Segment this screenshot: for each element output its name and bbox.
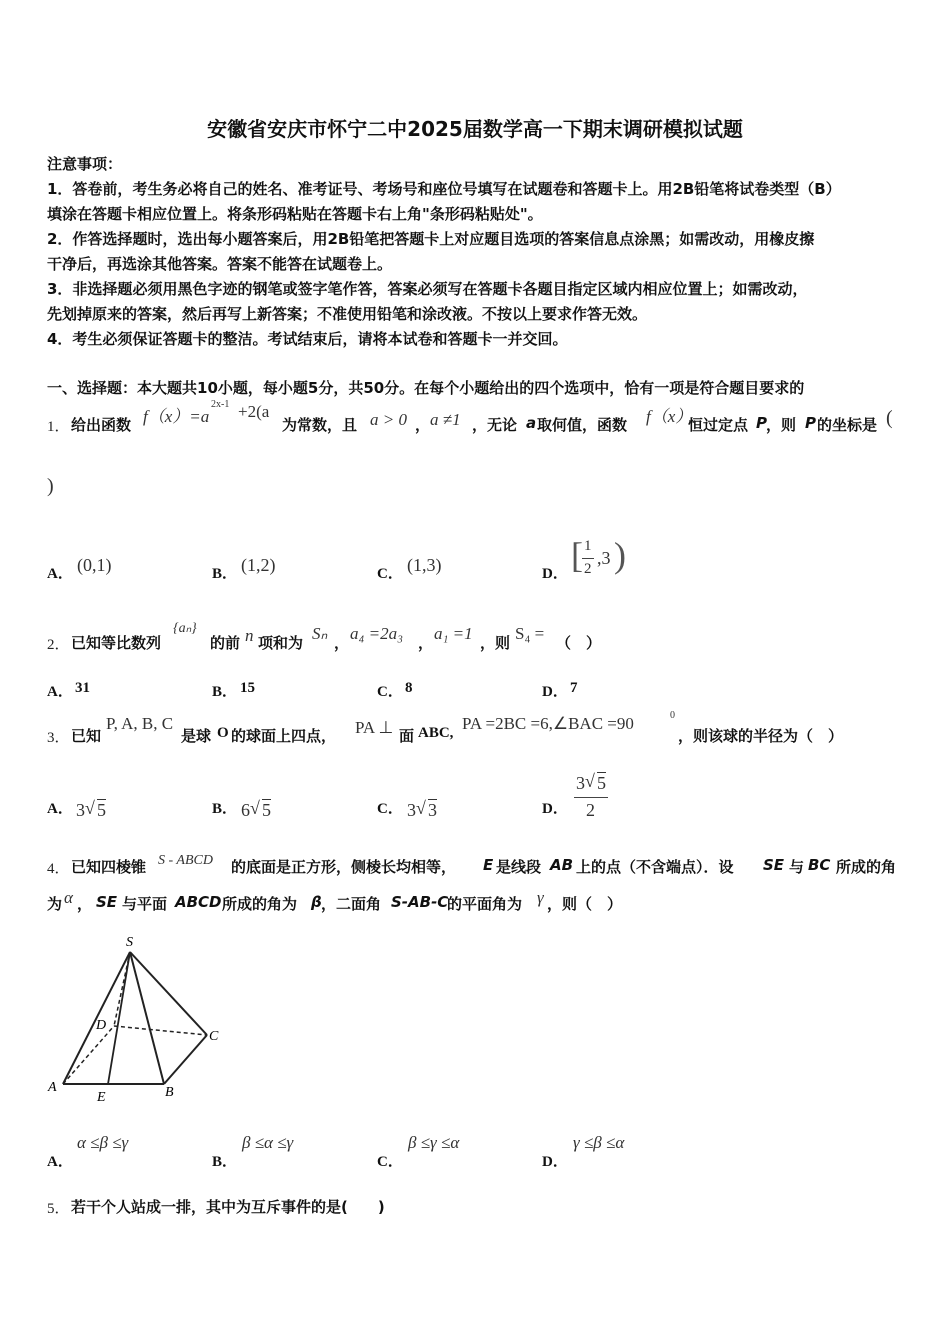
question-text: 取何值，函数 — [537, 416, 628, 434]
option-coef: 3 — [76, 800, 85, 820]
fraction-bar — [574, 797, 608, 798]
label-A: A — [48, 1080, 57, 1095]
formula: PA =2BC =6,∠BAC =90 — [462, 714, 634, 733]
option-label: A． — [47, 1154, 73, 1170]
fraction-numerator: 1 — [584, 538, 592, 554]
formula: {aₙ} — [173, 621, 197, 636]
option-value: (0,1) — [77, 555, 112, 575]
question-text: 给出函数 — [71, 416, 132, 434]
formula: S - ABCD — [158, 853, 213, 868]
question-text: 恒过定点 — [688, 416, 749, 434]
label-C: C — [209, 1029, 219, 1044]
formula: a ≠1 — [430, 410, 461, 429]
pyramid-figure — [40, 928, 240, 1108]
paren: ( — [886, 407, 893, 429]
option-label: D． — [542, 566, 568, 582]
option-value: γ ≤β ≤α — [573, 1133, 625, 1152]
question-text: 所成的角为 — [222, 895, 298, 913]
formula-exponent: 2x-1 — [211, 399, 230, 410]
notice-line: 4．考生必须保证答题卡的整洁。考试结束后，请将本试卷和答题卡一并交回。 — [47, 330, 568, 348]
question-text: AB — [550, 856, 574, 874]
formula: Sₙ — [312, 624, 328, 643]
question-text: SE — [96, 893, 118, 911]
label-B: B — [165, 1085, 174, 1100]
question-text: a — [526, 414, 537, 432]
option-radicand: 3 — [428, 800, 437, 820]
formula: a₁ =1 — [434, 624, 473, 643]
question-text: 的球面上四点， — [231, 727, 337, 745]
option-value: β ≤α ≤γ — [242, 1133, 294, 1152]
question-text: ，则该球的半径为（ ） — [678, 727, 844, 745]
formula: α — [64, 888, 73, 907]
question-text: 为常数，且 — [282, 416, 358, 434]
question-number: 1． — [47, 419, 70, 435]
fraction-bar — [582, 558, 594, 559]
bracket: ) — [614, 535, 626, 575]
formula: f（x） — [646, 407, 693, 426]
notice-line: 1．答卷前，考生务必将自己的姓名、准考证号、考场号和座位号填写在试题卷和答题卡上。用2B铅笔将试卷类型（B） — [47, 180, 841, 198]
notice-heading: 注意事项： — [47, 155, 123, 173]
option-label: D． — [542, 801, 568, 817]
fraction-denominator: 2 — [586, 800, 595, 820]
formula: a > 0 — [370, 410, 407, 429]
question-text: ，则（ ） — [547, 895, 623, 913]
question-text: ，则 — [766, 416, 797, 434]
option-label: C． — [377, 566, 403, 582]
question-text: 已知等比数列 — [71, 634, 162, 652]
option-value: 8 — [405, 680, 413, 696]
question-text: 上的点（不含端点）．设 — [576, 858, 734, 876]
page-title: 安徽省安庆市怀宁二中2025届数学高一下期末调研模拟试题 — [207, 117, 743, 141]
question-text: 已知四棱锥 — [71, 858, 147, 876]
notice-line: 2．作答选择题时，选出每小题答案后，用2B铅笔把答题卡上对应题目选项的答案信息点涂黑；如需改动，用橡皮擦 — [47, 230, 815, 248]
option-value: 15 — [240, 680, 255, 696]
formula: f（x）=a — [143, 407, 210, 426]
question-text: P — [805, 414, 816, 432]
question-text: ，二面角 — [321, 895, 382, 913]
question-text: 已知 — [71, 727, 102, 745]
question-text: 所成的角 — [836, 858, 897, 876]
notice-line: 干净后，再选涂其他答案。答案不能答在试题卷上。 — [47, 255, 393, 273]
question-text: O — [217, 725, 229, 741]
option-label: D． — [542, 1154, 568, 1170]
question-text: 若干个人站成一排，其中为互斥事件的是( ) — [71, 1198, 385, 1216]
question-text: 是线段 — [496, 858, 542, 876]
option-radicand: 5 — [97, 800, 106, 820]
option-label: C． — [377, 801, 403, 817]
question-text: SE — [763, 856, 785, 874]
question-text: 的底面是正方形，侧棱长均相等， — [231, 858, 457, 876]
option-label: A． — [47, 566, 73, 582]
formula-exponent: 0 — [670, 710, 675, 721]
formula: P, A, B, C — [106, 714, 174, 733]
option-label: B． — [212, 684, 238, 700]
option-label: B． — [212, 566, 238, 582]
question-text: P — [756, 414, 767, 432]
formula: PA ⊥ — [355, 718, 394, 737]
option-coef: 6 — [241, 800, 250, 820]
option-value: (1,3) — [407, 555, 442, 575]
label-D: D — [96, 1018, 107, 1033]
question-text: （ ） — [556, 634, 602, 652]
formula: a₄ =2a₃ — [350, 624, 404, 643]
question-text: 面 — [399, 727, 415, 745]
notice-line: 填涂在答题卡相应位置上。将条形码粘贴在答题卡右上角"条形码粘贴处"。 — [47, 205, 543, 223]
label-S: S — [126, 935, 133, 950]
notice-line: 3．非选择题必须用黑色字迹的钢笔或签字笔作答，答案必须写在答题卡各题目指定区域内相应位置上；如需改动， — [47, 280, 808, 298]
edge-SB — [130, 952, 164, 1084]
option-label: C． — [377, 1154, 403, 1170]
question-text: BC — [808, 856, 831, 874]
option-value: β ≤γ ≤α — [408, 1133, 460, 1152]
question-number: 3． — [47, 730, 70, 746]
option-value: ,3 — [597, 548, 611, 568]
question-number: 2． — [47, 637, 70, 653]
option-label: A． — [47, 801, 73, 817]
label-E: E — [97, 1090, 106, 1105]
question-text: 与 — [789, 858, 805, 876]
formula: n — [245, 626, 254, 645]
question-text: E — [483, 856, 494, 874]
option-value: 31 — [75, 680, 90, 696]
question-text: 是球 — [181, 727, 212, 745]
edge-DC — [114, 1026, 207, 1035]
option-value: α ≤β ≤γ — [77, 1133, 129, 1152]
sqrt-sign: √ — [585, 771, 595, 791]
question-text: ABC, — [418, 725, 454, 741]
edge-BC — [164, 1035, 207, 1084]
option-label: D． — [542, 684, 568, 700]
question-text: 的坐标是 — [817, 416, 878, 434]
notice-line: 先划掉原来的答案，然后再写上新答案；不准使用铅笔和涂改液。不按以上要求作答无效。 — [47, 305, 648, 323]
paren: ) — [47, 475, 54, 497]
formula: S₄ = — [515, 624, 545, 643]
question-text: 为 — [47, 895, 63, 913]
question-text: 项和为 — [258, 634, 304, 652]
option-label: C． — [377, 684, 403, 700]
section-heading: 一、选择题：本大题共10小题，每小题5分，共50分。在每个小题给出的四个选项中，恰有一项是符合题目要求的 — [47, 379, 805, 397]
sqrt-sign: √ — [85, 798, 95, 818]
question-text: S-AB-C — [391, 893, 449, 911]
bracket: [ — [571, 535, 583, 575]
fraction-denominator: 2 — [584, 561, 592, 577]
option-radicand: 5 — [262, 800, 271, 820]
sqrt-sign: √ — [250, 798, 260, 818]
question-number: 5． — [47, 1201, 70, 1217]
option-label: B． — [212, 1154, 238, 1170]
option-label: A． — [47, 684, 73, 700]
question-text: ， — [77, 895, 93, 913]
option-coef: 3 — [576, 773, 585, 793]
question-text: 与平面 — [122, 895, 168, 913]
formula: +2(a — [238, 402, 270, 421]
question-text: ，则 — [480, 634, 511, 652]
option-radicand: 5 — [597, 773, 606, 793]
question-text: β — [311, 893, 322, 911]
sqrt-sign: √ — [416, 798, 426, 818]
question-text: 的前 — [210, 634, 241, 652]
formula: γ — [537, 888, 544, 907]
question-text: ABCD — [175, 893, 222, 911]
option-value: 7 — [570, 680, 578, 696]
option-coef: 3 — [407, 800, 416, 820]
question-text: ，无论 — [472, 416, 518, 434]
option-value: (1,2) — [241, 555, 276, 575]
option-label: B． — [212, 801, 238, 817]
question-text: 的平面角为 — [447, 895, 523, 913]
question-number: 4． — [47, 861, 70, 877]
